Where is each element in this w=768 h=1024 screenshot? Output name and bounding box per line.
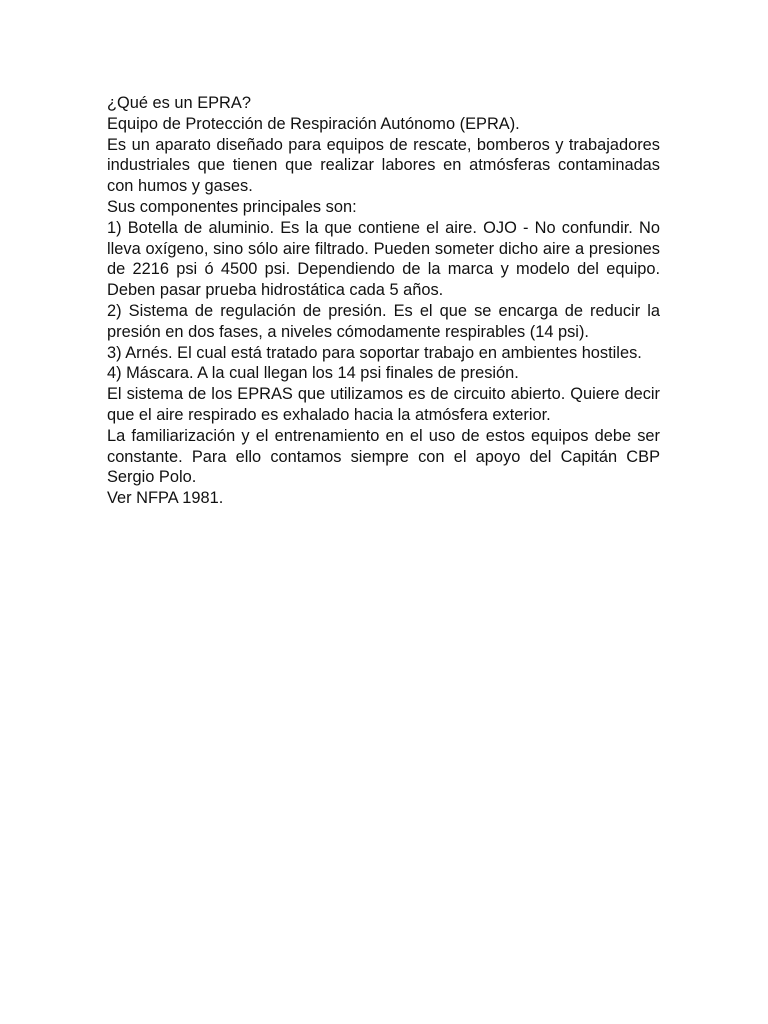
circuit-paragraph: El sistema de los EPRAS que utilizamos es de circuito abierto. Quiere decir que el aire respirado es exhalado hacia la atmósfera exterior. (107, 385, 660, 424)
description-paragraph: Es un aparato diseñado para equipos de rescate, bomberos y trabajadores industriales que tienen que realizar labores en atmósferas contaminadas con humos y gases. (107, 135, 660, 196)
question-heading: ¿Qué es un EPRA? (107, 94, 251, 112)
component-item-3: 3) Arnés. El cual está tratado para soportar trabajo en ambientes hostiles. (107, 343, 642, 362)
components-intro: Sus componentes principales son: (107, 197, 357, 216)
document-body (107, 93, 660, 509)
training-paragraph: La familiarización y el entrenamiento en el uso de estos equipos debe ser constante. Para ello contamos siempre con el apoyo del Capitán CBP Sergio Polo. (107, 426, 660, 487)
reference-line: Ver NFPA 1981. (107, 489, 224, 508)
component-item-4: 4) Máscara. A la cual llegan los 14 psi finales de presión. (107, 364, 519, 383)
component-item-2: 2) Sistema de regulación de presión. Es el que se encarga de reducir la presión en dos fases, a niveles cómodamente respirables (14 psi). (107, 301, 660, 341)
component-item-1: 1) Botella de aluminio. Es la que contiene el aire. OJO - No confundir. No lleva oxígeno, sino sólo aire filtrado. Pueden someter dicho aire a presiones de 2216 psi ó 4500 psi. Dependiendo de la marca y modelo del equipo. Deben pasar prueba hidrostática cada 5 años. (107, 218, 660, 300)
definition-line: Equipo de Protección de Respiración Autónomo (EPRA). (107, 114, 520, 133)
